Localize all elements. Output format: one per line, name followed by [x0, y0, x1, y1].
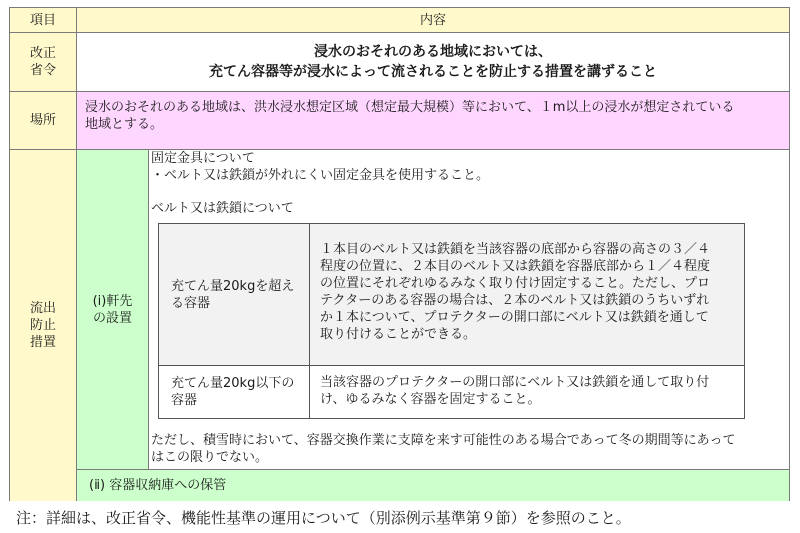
storage-label: (ⅱ) 容器収納庫への保管: [89, 478, 227, 493]
header-item-label: 項目: [29, 12, 56, 28]
location-text-line2: 地域とする。: [85, 117, 164, 132]
prevention-label-line2: 防止: [29, 318, 56, 333]
requirement-over-20kg-line: テクターのある容器の場合は、２本のベルト又は鉄鎖のうちいずれ: [320, 293, 710, 308]
requirement-over-20kg-line: か１本について、プロテクターの開口部にベルト又は鉄鎖を通して: [320, 310, 709, 325]
location-content-cell: [77, 92, 789, 150]
location-label: 場所: [29, 113, 56, 128]
footnote: 注：詳細は、改正省令、機能性基準の運用について（別添例示基準第９節）を参照のこと。: [16, 509, 631, 527]
revision-label-line2: 省令: [29, 63, 56, 78]
belt-heading: ベルト又は鉄鎖について: [151, 201, 294, 216]
condition-under-20kg-line1: 充てん量20kg以下の: [171, 376, 295, 391]
location-label-cell: [10, 92, 77, 150]
revision-content-cell: [77, 33, 789, 92]
fixture-heading: 固定金具について: [151, 151, 255, 166]
condition-over-20kg-line2: る容器: [171, 295, 211, 311]
fixture-text: ・ベルト又は鉄鎖が外れにくい固定金具を使用すること。: [151, 168, 490, 183]
revision-text-line2: 充てん容器等が浸水によって流されることを防止する措置を講ずること: [209, 64, 657, 80]
prevention-label-line3: 措置: [29, 335, 56, 350]
exception-line1: ただし、積雪時において、容器交換作業に支障を来す可能性のある場合であって冬の期間等にあって: [151, 433, 736, 448]
requirement-under-20kg: [310, 366, 744, 418]
requirement-under-20kg-line: 当該容器のプロテクターの開口部にベルト又は鉄鎖を通して取り付: [320, 375, 710, 390]
revision-label-cell: [10, 33, 77, 92]
requirement-over-20kg: [310, 224, 744, 366]
header-content-cell: [77, 8, 789, 33]
eaves-label-line1: (i)軒先: [92, 293, 133, 309]
prevention-label-cell: [10, 150, 77, 501]
eaves-label-line2: の設置: [92, 310, 132, 326]
requirement-over-20kg-line: 取り付けることができる。: [320, 327, 477, 342]
eaves-label-cell: [77, 150, 149, 470]
table-row: [159, 366, 310, 418]
prevention-label-line1: 流出: [29, 301, 56, 316]
belt-requirements-table: [158, 223, 745, 419]
requirement-over-20kg-line: の位置にそれぞれゆるみなく取り付け固定すること。ただし、プロ: [320, 276, 711, 291]
storage-cell: [77, 470, 789, 501]
requirement-under-20kg-line: け、ゆるみなく容器を固定すること。: [320, 392, 541, 407]
requirement-over-20kg-line: １本目のベルト又は鉄鎖を当該容器の底部から容器の高さの３／４: [320, 242, 711, 257]
exception-line2: はこの限りでない。: [151, 450, 269, 465]
table-row: [159, 224, 310, 366]
requirement-over-20kg-line: 程度の位置に、２本目のベルト又は鉄鎖を容器底部から１／４程度: [320, 259, 711, 274]
header-content-label: 内容: [419, 12, 446, 28]
condition-under-20kg-line2: 容器: [171, 393, 198, 408]
header-item-cell: [10, 8, 77, 33]
revision-label-line1: 改正: [29, 46, 56, 61]
revision-text-line1: 浸水のおそれのある地域においては、: [314, 44, 552, 60]
condition-over-20kg-line1: 充てん量20kgを超え: [171, 278, 295, 294]
location-text-line1: 浸水のおそれのある地域は、洪水浸水想定区域（想定最大規模）等において、１m以上の浸水が想定されている: [85, 100, 735, 115]
